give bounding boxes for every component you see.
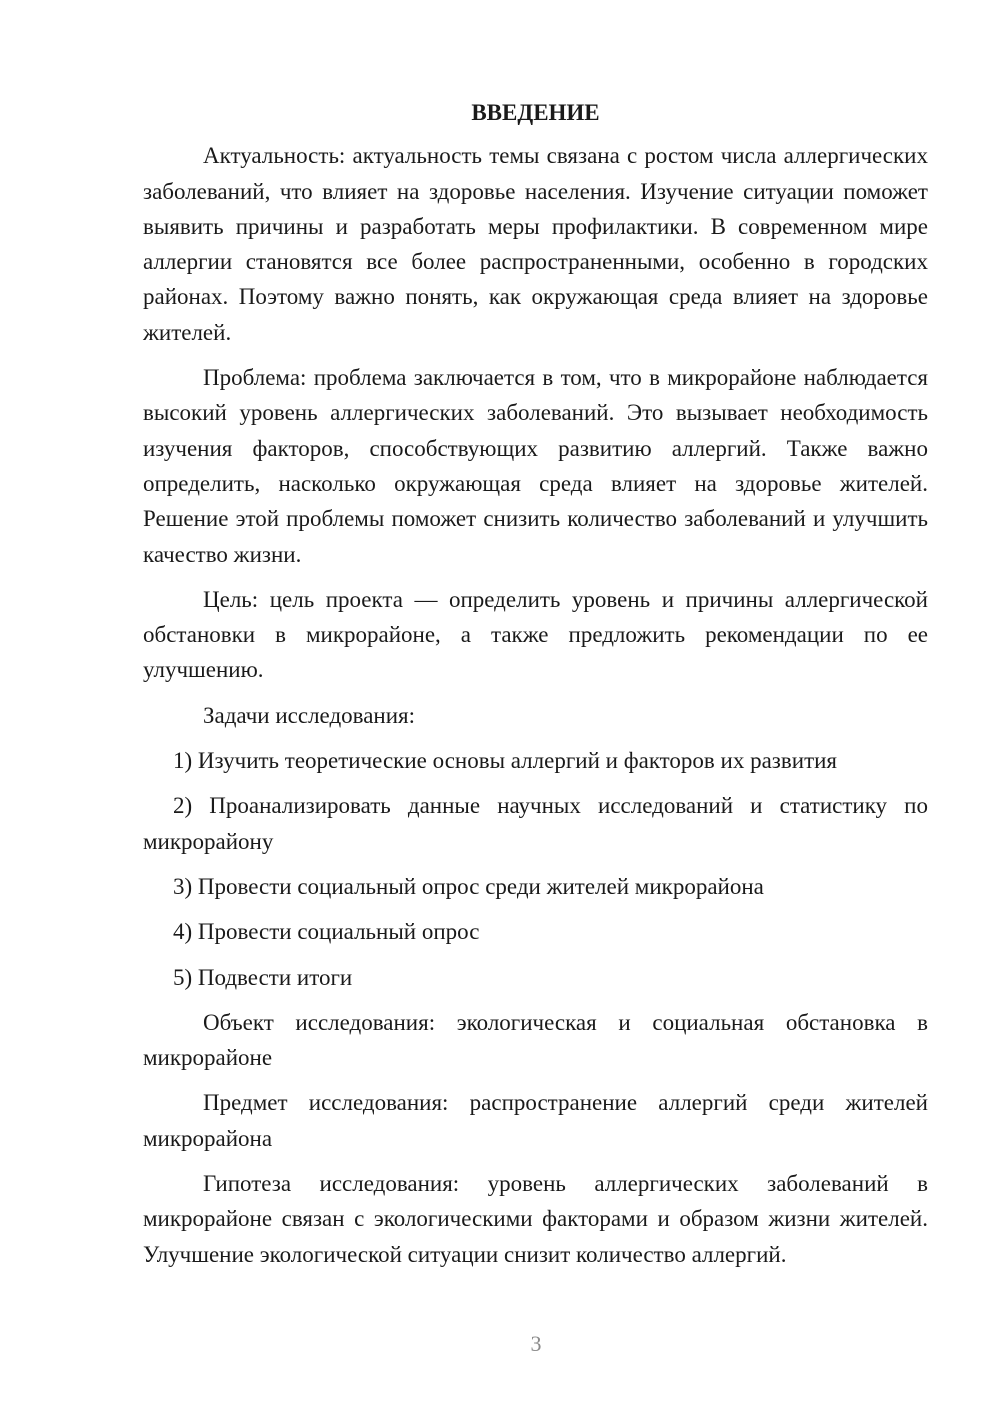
task-item-4: 4) Провести социальный опрос xyxy=(173,919,480,945)
task-item-5: 5) Подвести итоги xyxy=(173,964,353,990)
task-item-3: 3) Провести социальный опрос среди жителей микрорайона xyxy=(173,873,764,899)
goal-paragraph: Цель: цель проекта — определить уровень и причины аллергической обстановки в микрорайоне, а также предложить рекомендации по ее улучшению. xyxy=(143,586,928,683)
page-body xyxy=(143,95,928,1282)
task-item-1: 1) Изучить теоретические основы аллергий и факторов их развития xyxy=(173,748,838,774)
subject-paragraph: Предмет исследования: распространение аллергий среди жителей микрорайона xyxy=(143,1090,928,1151)
relevance-paragraph: Актуальность: актуальность темы связана с ростом числа аллергических заболеваний, что влияет на здоровье населения. Изучение ситуации поможет выявить причины и разработать меры профилактики. В современном мире аллергии становятся все более распространенными, особенно в городских районах. Поэтому важно понять, как окружающая среда влияет на здоровье жителей. xyxy=(143,143,928,345)
task-item-2: 2) Проанализировать данные научных исследований и статистику по микрорайону xyxy=(143,793,928,854)
tasks-title: Задачи исследования: xyxy=(203,702,416,728)
problem-paragraph: Проблема: проблема заключается в том, что в микрорайоне наблюдается высокий уровень аллергических заболеваний. Это вызывает необходимость изучения факторов, способствующих развитию аллергий. Также важно определить, насколько окружающая среда влияет на здоровье жителей. Решение этой проблемы поможет снизить количество заболеваний и улучшить качество жизни. xyxy=(143,365,928,567)
hypothesis-paragraph: Гипотеза исследования: уровень аллергических заболеваний в микрорайоне связан с экологическими факторами и образом жизни жителей. Улучшение экологической ситуации снизит количество аллергий. xyxy=(143,1171,928,1267)
page-number: 3 xyxy=(530,1331,542,1356)
object-paragraph: Объект исследования: экологическая и социальная обстановка в микрорайоне xyxy=(143,1009,928,1071)
section-heading: ВВЕДЕНИЕ xyxy=(471,100,600,125)
